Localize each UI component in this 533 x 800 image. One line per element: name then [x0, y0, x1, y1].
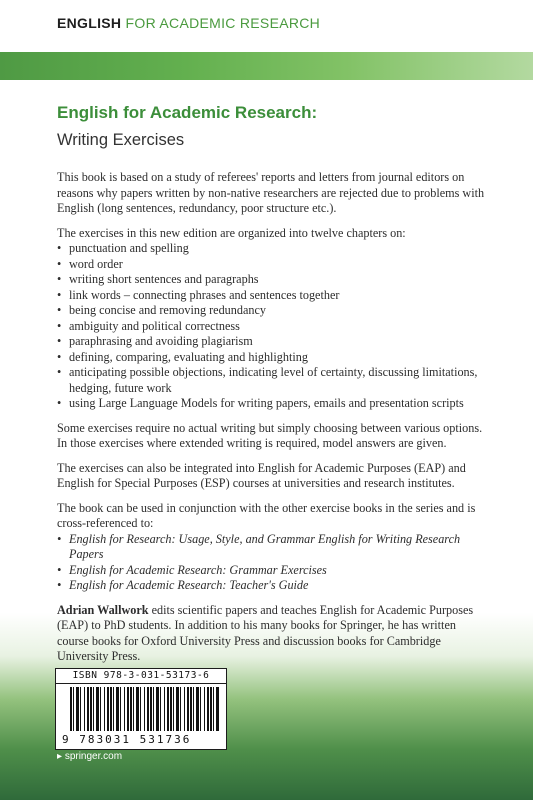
list-item: • English for Academic Research: Teacher's Guide [57, 578, 487, 594]
list-item: • being concise and removing redundancy [57, 303, 487, 319]
reference-list [57, 532, 487, 594]
list-item: • word order [57, 257, 487, 273]
author-name: Adrian Wallwork [57, 602, 149, 617]
options-paragraph: Some exercises require no actual writing but simply choosing between various options. In those exercises where extended writing is required, model answers are given. [57, 420, 483, 450]
conjunction-paragraph: The book can be used in conjunction with the other exercise books in the series and is cross-referenced to: [57, 500, 476, 530]
list-item: • using Large Language Models for writing papers, emails and presentation scripts [57, 396, 487, 412]
intro-paragraph: This book is based on a study of referees' reports and letters from journal editors on reasons why papers written by non-native researchers are rejected due to problems with English (long sentences, redundancy, poor structure etc.). [57, 170, 485, 215]
list-item: • ambiguity and political correctness [57, 319, 487, 335]
book-subtitle: Writing Exercises [57, 131, 185, 149]
publisher-link[interactable] [57, 751, 122, 762]
series-title-rest: FOR ACADEMIC RESEARCH [125, 15, 321, 31]
list-item: • defining, comparing, evaluating and highlighting [57, 350, 487, 366]
author-paragraph [57, 603, 487, 665]
publisher-url: springer.com [64, 751, 123, 762]
series-title-bold: ENGLISH [57, 15, 122, 31]
list-item: • English for Academic Research: Grammar Exercises [57, 563, 487, 579]
barcode-box [55, 668, 227, 750]
barcode-number: 9 783031 531736 [62, 733, 192, 746]
green-band [0, 52, 533, 80]
list-item: • anticipating possible objections, indicating level of certainty, discussing limitations, hedging, future work [57, 365, 487, 396]
list-item: • paraphrasing and avoiding plagiarism [57, 334, 487, 350]
isbn-label: ISBN 978-3-031-53173-6 [56, 669, 226, 684]
list-item: • English for Research: Usage, Style, and Grammar English for Writing Research Papers [57, 532, 487, 563]
blurb [57, 170, 487, 674]
list-item: • link words – connecting phrases and sentences together [57, 288, 487, 304]
integration-paragraph: The exercises can also be integrated into English for Academic Purposes (EAP) and English for Special Purposes (ESP) courses at universities and research institutes. [57, 460, 466, 490]
list-item: • punctuation and spelling [57, 241, 487, 257]
barcode-icon [70, 687, 220, 731]
chapters-intro: The exercises in this new edition are organized into twelve chapters on: [57, 225, 406, 240]
book-title: English for Academic Research: [57, 103, 318, 122]
chapter-list [57, 241, 487, 412]
top-bar [0, 0, 533, 52]
arrow-icon: ▸ [57, 751, 65, 762]
series-title [57, 15, 320, 31]
author-bio: edits scientific papers and teaches English for Academic Purposes (EAP) to PhD students. In addition to his many books for Springer, he has written course books for Oxford University Press and discussion books for Cambridge University Press. [57, 602, 474, 663]
list-item: • writing short sentences and paragraphs [57, 272, 487, 288]
